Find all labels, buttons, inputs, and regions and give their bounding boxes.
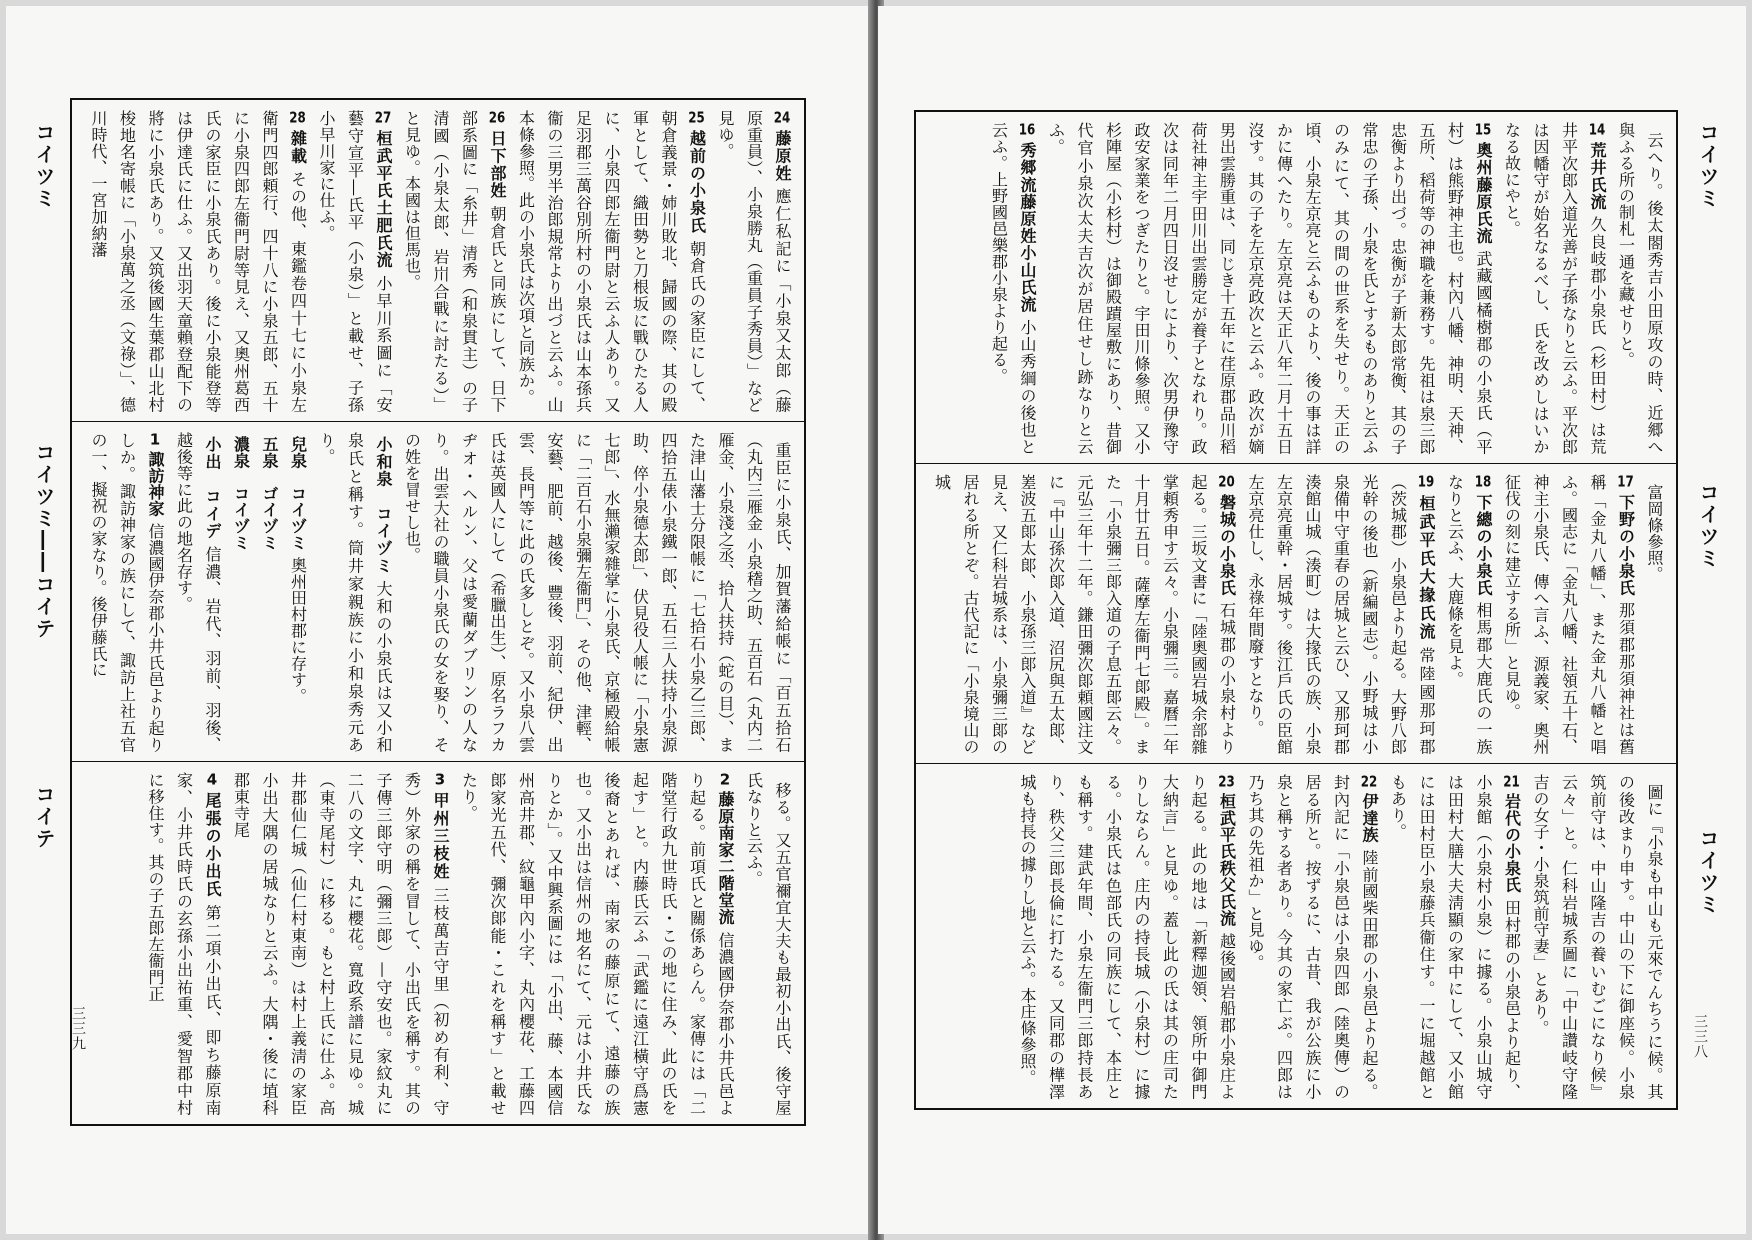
entry: [1013, 774, 1241, 1100]
entry-text: 奧州田村郡に存す。: [288, 556, 308, 705]
entry-heading: 藤原南家二階堂流: [716, 791, 735, 926]
entry-heading: 兒泉 コイヅミ: [288, 436, 308, 551]
running-head-bottom: コイツミ: [1696, 828, 1720, 916]
entry-text: 圖に『小泉も中山も元來でんちうに候。其の後改まり申す。中山の下に御座候。小泉筑前守は、中山隆吉の養いむごになり候』云々」と。仁科岩城系圖に「中山讚岐守隆吉の女子・小泉筑前守妻」とあり。: [1531, 774, 1664, 1100]
entry-text: 大和の小泉氏は又小和泉氏と稱す。筒井家親族に小和泉秀元あり。: [317, 432, 393, 753]
entry-number: 15: [1474, 122, 1492, 137]
entry-text: 三枝萬吉守里（初め有利、守秀）外家の稱を冒して、小出氏を稱す。其の子傳三郞守明（彌三郞）—守安也。家紋丸に二八の文字、丸に櫻花。寬政系譜に見ゆ。城（東寺尾村）に移る。もと村上氏に仕ふ。高井郡仙仁城（仙仁村東南）は村上義淸の家臣小出大隅の居城なりと云ふ。大隅・後に埴科郡東寺尾: [231, 772, 450, 1116]
page-number: 三三八: [1692, 1014, 1708, 1059]
entry-text: 應仁私記に「小泉又太郎（藤原重員）、小泉勝丸（重員子秀員）」など見ゆ。: [716, 110, 792, 413]
band-body: [80, 772, 796, 1116]
running-head-middle: コイツミ――コイテ: [32, 442, 56, 640]
text-band-middle: [916, 464, 1676, 764]
entry-text: 那須郡那須神社は舊稱「金丸八幡」、また金丸八幡と唱ふ。國志に「金丸八幡、社領五十石、神主小泉氏、傳へ言ふ、源義家、奧州征伐の刻に建立する所」と見ゆ。: [1502, 474, 1636, 755]
entry: [711, 110, 797, 413]
entry-text: 移る。又五官禰宜大夫も最初小出氏、後守屋氏なりと云ふ。: [744, 772, 792, 1116]
entry: [1640, 474, 1669, 755]
entry-text: 陸前國柴田郡の小泉邑より起る。封內記に「小泉邑は小泉四郎（陸奧傳）の居る所と。按ずるに、古昔、我が公族に小泉と稱する者あり。今其の家亡ぶ。四郎は乃ち其の先祖か」と見ゆ。: [1246, 774, 1379, 1100]
entry-number: 23: [1218, 774, 1235, 789]
entry-text: 越後國岩船郡小泉庄より起る。此の地は「新釋迦領、領所中御門大納言」と見ゆ。蓋し此の氏は其の庄司たりしならん。庄内の持長城（小泉村）に據る。小泉氏は色部氏の同族にして、本庄とも稱す。建武年間、小泉左衞門三郎持長あり、秩父三郎長倫に打たる。又同郡の樺澤城も持長の據りし地と云ふ。本庄條參照。: [1018, 774, 1237, 1100]
left-page: [6, 6, 874, 1234]
entry-number: 18: [1474, 474, 1492, 489]
entry-heading: 桓武平氏土肥氏流: [374, 129, 393, 269]
text-band-middle: [72, 422, 804, 762]
entry-heading: 磐城の小泉氏: [1217, 493, 1237, 597]
entry-number: 20: [1218, 474, 1235, 489]
entry-number: 2: [719, 772, 731, 787]
running-head-top: コイツミ: [1696, 122, 1720, 210]
entry: [1383, 774, 1526, 1100]
text-band-bottom: [72, 762, 804, 1124]
entry-heading: 雜載: [288, 129, 308, 165]
entry: [169, 432, 226, 753]
entry-text: 相馬郡大鹿氏の一族なりと云ふ、大鹿條を見よ。: [1445, 474, 1493, 755]
entry: [141, 772, 227, 1116]
entry-heading: 小和泉 コイヅミ: [374, 436, 393, 575]
entry-heading: 下野の小泉氏: [1616, 493, 1636, 597]
entry-number: 1: [149, 432, 161, 447]
entry-number: 26: [488, 110, 506, 125]
entry: [1497, 474, 1640, 755]
text-frame: [914, 110, 1678, 1110]
entry-text: 富岡條參照。: [1645, 484, 1664, 583]
right-page: [878, 6, 1746, 1234]
entry: [226, 772, 454, 1116]
entry: [511, 110, 711, 413]
entry-text: その他、東鑑卷四十七に小泉左衛門四郎頼行、四十八に小泉五郎、五十に小泉四郎左衞門尉等見え、又奧州葛西氏の家臣に小泉氏あり。後に小泉能登等は伊達氏に仕ふ。又出羽天童賴登配下の將に小泉氏あり。又筑後國生葉郡山北村梭地名寄帳に「小泉萬之丞（文祿）」、德川時代、一宮加納藩: [89, 110, 308, 413]
entry-text: 信濃國伊奈郡小井氏邑より起りしか。諏訪神家の族にして、諏訪上社五官の一、擬祝の家なり。後伊藤氏に: [89, 432, 165, 753]
entry-text: 久良岐郡小泉氏（杉田村）は荒井平次郎入道光善が子孫なりと云ふ。平次郎は因幡守が始名なるべし、氏を改めしはいかなる故にやと。: [1502, 122, 1607, 455]
entry: [1241, 774, 1384, 1100]
entry-number: 25: [688, 110, 705, 125]
entry-number: 22: [1360, 774, 1378, 789]
entry-heading: 伊達族: [1360, 793, 1379, 844]
band-body: [80, 110, 796, 413]
entry-heading: 藤原姓: [773, 129, 792, 183]
entry-number: 14: [1588, 122, 1606, 137]
entry-heading: 岩代の小泉氏: [1502, 793, 1522, 894]
entry: [226, 432, 255, 753]
band-body: [924, 774, 1668, 1100]
page-number: 三三九: [70, 1006, 86, 1051]
entry-text: 小早川系圖に「安藝守宣平―氏平（小泉）」と載せ、子孫小早川家に仕ふ。: [317, 110, 393, 413]
entry-heading: 尾張の小出氏: [203, 792, 222, 899]
entry-heading: 桓武平氏大掾氏流: [1417, 494, 1436, 642]
entry-text: 信濃、岩代、羽前、羽後、越後等に此の地名存す。: [174, 432, 222, 753]
text-band-bottom: [916, 764, 1676, 1108]
entry: [312, 432, 398, 753]
entry-number: 4: [206, 772, 218, 787]
entry-text: 朝倉氏と同族にして、日下部系圖に「糸井」清秀（和泉貫主）の子清國（小泉太郎、岩𡵅合戰に討たる）」と見ゆ。本國は但馬也。: [402, 110, 507, 413]
entry-heading: 荒井氏流: [1588, 141, 1607, 211]
entry-heading: 諏訪神家: [146, 451, 165, 517]
entry: [1241, 474, 1441, 755]
entry-heading: 五泉 ゴイヅミ: [260, 436, 279, 551]
band-body: [924, 474, 1668, 755]
entry-number: 19: [1417, 474, 1435, 489]
entry: [1526, 774, 1669, 1100]
entry-heading: 奧州藤原氏流: [1474, 141, 1493, 245]
entry-text: 云へり。後太閤秀吉小田原攻の時、近郷へ與ふる所の制札一通を藏せりと。: [1616, 122, 1664, 455]
entry: [397, 432, 796, 753]
entry-heading: 濃泉 コイヅミ: [231, 436, 251, 551]
entry-number: 16: [1018, 122, 1036, 137]
entry-text: 常陸國那珂郡（茨城郡）小泉邑より起る。大野八郎光幹の後也（新編國志）。小野城は小泉備中守重春の居城と云ひ、又那珂郡湊館山城（湊町）は大掾氏の族、小泉左京亮重幹・居城す。後江戶氏の臣館左京亮仕し、永祿年間廢すとなり。: [1246, 474, 1436, 755]
entry-heading: 下總の小泉氏: [1474, 493, 1493, 597]
entry: [739, 772, 796, 1116]
entry-heading: 桓武平氏秩父氏流: [1217, 793, 1237, 928]
running-head-top: コイツミ: [32, 122, 56, 210]
entry: [984, 122, 1041, 455]
entry: [1611, 122, 1668, 455]
entry-heading: 越前の小泉氏: [687, 129, 707, 235]
entry-number: 17: [1617, 474, 1634, 489]
entry: [1041, 122, 1497, 455]
entry-text: 田村郡の小泉邑より起り、小泉館（小泉村小泉）に據る。小泉山城守は田村大膳大夫淸顯の家中にして、又小館には田村臣小泉藤兵衞住す。一に堀越館ともあり。: [1388, 774, 1522, 1100]
entry-text: 朝倉氏の家臣にして、朝倉義景・姉川敗北、歸國の際、其の殿軍として、織田勢と刀根坂に戰ひたる人に、小泉四郎左衞門尉と云ふ人あり。又足羽郡三萬谷別所村の小泉氏は山本孫兵衞の三男半治郎規常より出づと云ふ。山本條參照。此の小泉氏は次項と同族か。: [516, 110, 707, 413]
entry-heading: 甲州三枝姓: [431, 792, 450, 881]
entry-number: 24: [773, 110, 791, 125]
text-frame: [70, 98, 806, 1126]
entry: [312, 110, 398, 413]
text-band-top: [72, 100, 804, 422]
entry: [454, 772, 739, 1116]
entry-heading: 秀郷流藤原姓小山氏流: [1018, 141, 1037, 313]
entry: [927, 474, 1241, 755]
entry: [1440, 474, 1497, 755]
entry-heading: 日下部姓: [488, 129, 507, 200]
entry: [1497, 122, 1611, 455]
running-head-bottom: コイテ: [32, 784, 56, 850]
entry: [397, 110, 511, 413]
entry-text: 信濃國伊奈郡小井氏邑より起る。前項氏と關係あらん。家傳には「二階堂行政九世時氏・この地に住み、此の氏を起す」と。内藤氏云ふ「武鑑に遠江橫守爲憲後裔とあれば、南家の藤原にて、遠藤の族也。又小出は信州の地名にて、元は小井氏なりとか」。又中興系圖には「小出、藤、本國信州高井郡、紋龜甲內小字、丸內櫻花、工藤四郞家光五代、彌次郞能・これを稱す」と載せたり。: [459, 772, 735, 1116]
entry: [84, 110, 312, 413]
entry-number: 27: [374, 110, 392, 125]
entry: [283, 432, 312, 753]
entry: [84, 432, 170, 753]
entry-number: 21: [1503, 774, 1520, 789]
band-body: [80, 432, 796, 753]
entry-text: 武藏國橘樹郡の小泉氏（平村）は熊野神主也。村內八幡、神明、天神、五所、稻荷等の神職を兼務す。先祖は泉三郎忠衡より出づ。忠衡が子新太郎常衡、其の子常忠の子孫、小泉を氏とするものありと云ふのみにて、其の間の世系を失せり。天正の頃、小泉左京亮と云ふものより、後の事は詳かに傳へたり。左京亮は天正八年二月十五日沒す。其の子を左京亮政次と云ふ。政次が嫡男出雲勝重は、同じき十五年に荏原郡品川稻荷社神主宇田川出雲勝定が養子となれり。政次は同年二月四日沒せしにより、次男伊豫守政安家業をつぎたりと。宇田川條參照。又小杉陣屋（小杉村）は御殿蹟屋敷にあり、昔御代官小泉次太夫吉次が居住せし跡なりと云ふ。: [1046, 122, 1493, 455]
entry-number: 28: [289, 110, 306, 125]
running-head-middle: コイツミ: [1696, 482, 1720, 570]
entry-text: 石城郡の小泉村より起る。三坂文書に「陸奧國岩城余部雜掌頼秀申す云々。小泉彌三。嘉曆二年十月廿五日。薩摩左衞門七郞殿」。また「小泉彌三郞入道の子息五郞云々。元弘三年十二年。鎌田彌次郞頼國注文に『中山孫次郞入道、沼尻與五太郞、嵳波五郞太郞、小泉孫三郞入道』など見え、又仁科岩城系は、小泉彌三郞の居れる所とぞ。古代記に「小泉境山の城: [932, 474, 1237, 755]
entry-text: 第二項小出氏、即ち藤原南家、小井氏時氏の玄孫小出祐重、愛智郡中村に移住す。其の子五郎左衞門正: [146, 772, 222, 1116]
entry-number: 3: [434, 772, 446, 787]
text-band-top: [916, 112, 1676, 464]
entry: [255, 432, 284, 753]
entry-text: 小山秀綱の後也と云ふ。上野國邑樂郡小泉より起る。: [989, 122, 1037, 455]
band-body: [924, 122, 1668, 455]
entry-text: 重臣に小泉氏、加賀藩給帳に「百五拾石（丸内三雁金 小泉𥡴之助、五百石（丸内二雁金、小泉淺之丞、拾人扶持（蛇の目）、また津山藩士分限帳に「七拾石小泉乙三郎、四拾五俵小泉鐵一郎、五石三人扶持小泉源助、倅小泉德太郎」、伏見役人帳に「小泉憲七郎」、水無瀨家雜掌に小泉氏、京極殿給帳に「二百石小泉彌左衞門」、その他、津輕、安藝、肥前、越後、豐後、羽前、紀伊、出雲、長門等に此の氏多しとぞ。又小泉八雲氏は英國人にして（希臘出生）、原名ラフカヂオ・ヘルン、父は愛蘭ダブリンの人なり。出雲大社の職員小泉氏の女を娶り、その姓を冒せし也。: [402, 432, 792, 753]
entry-heading: 小出 コイデ: [203, 436, 222, 540]
